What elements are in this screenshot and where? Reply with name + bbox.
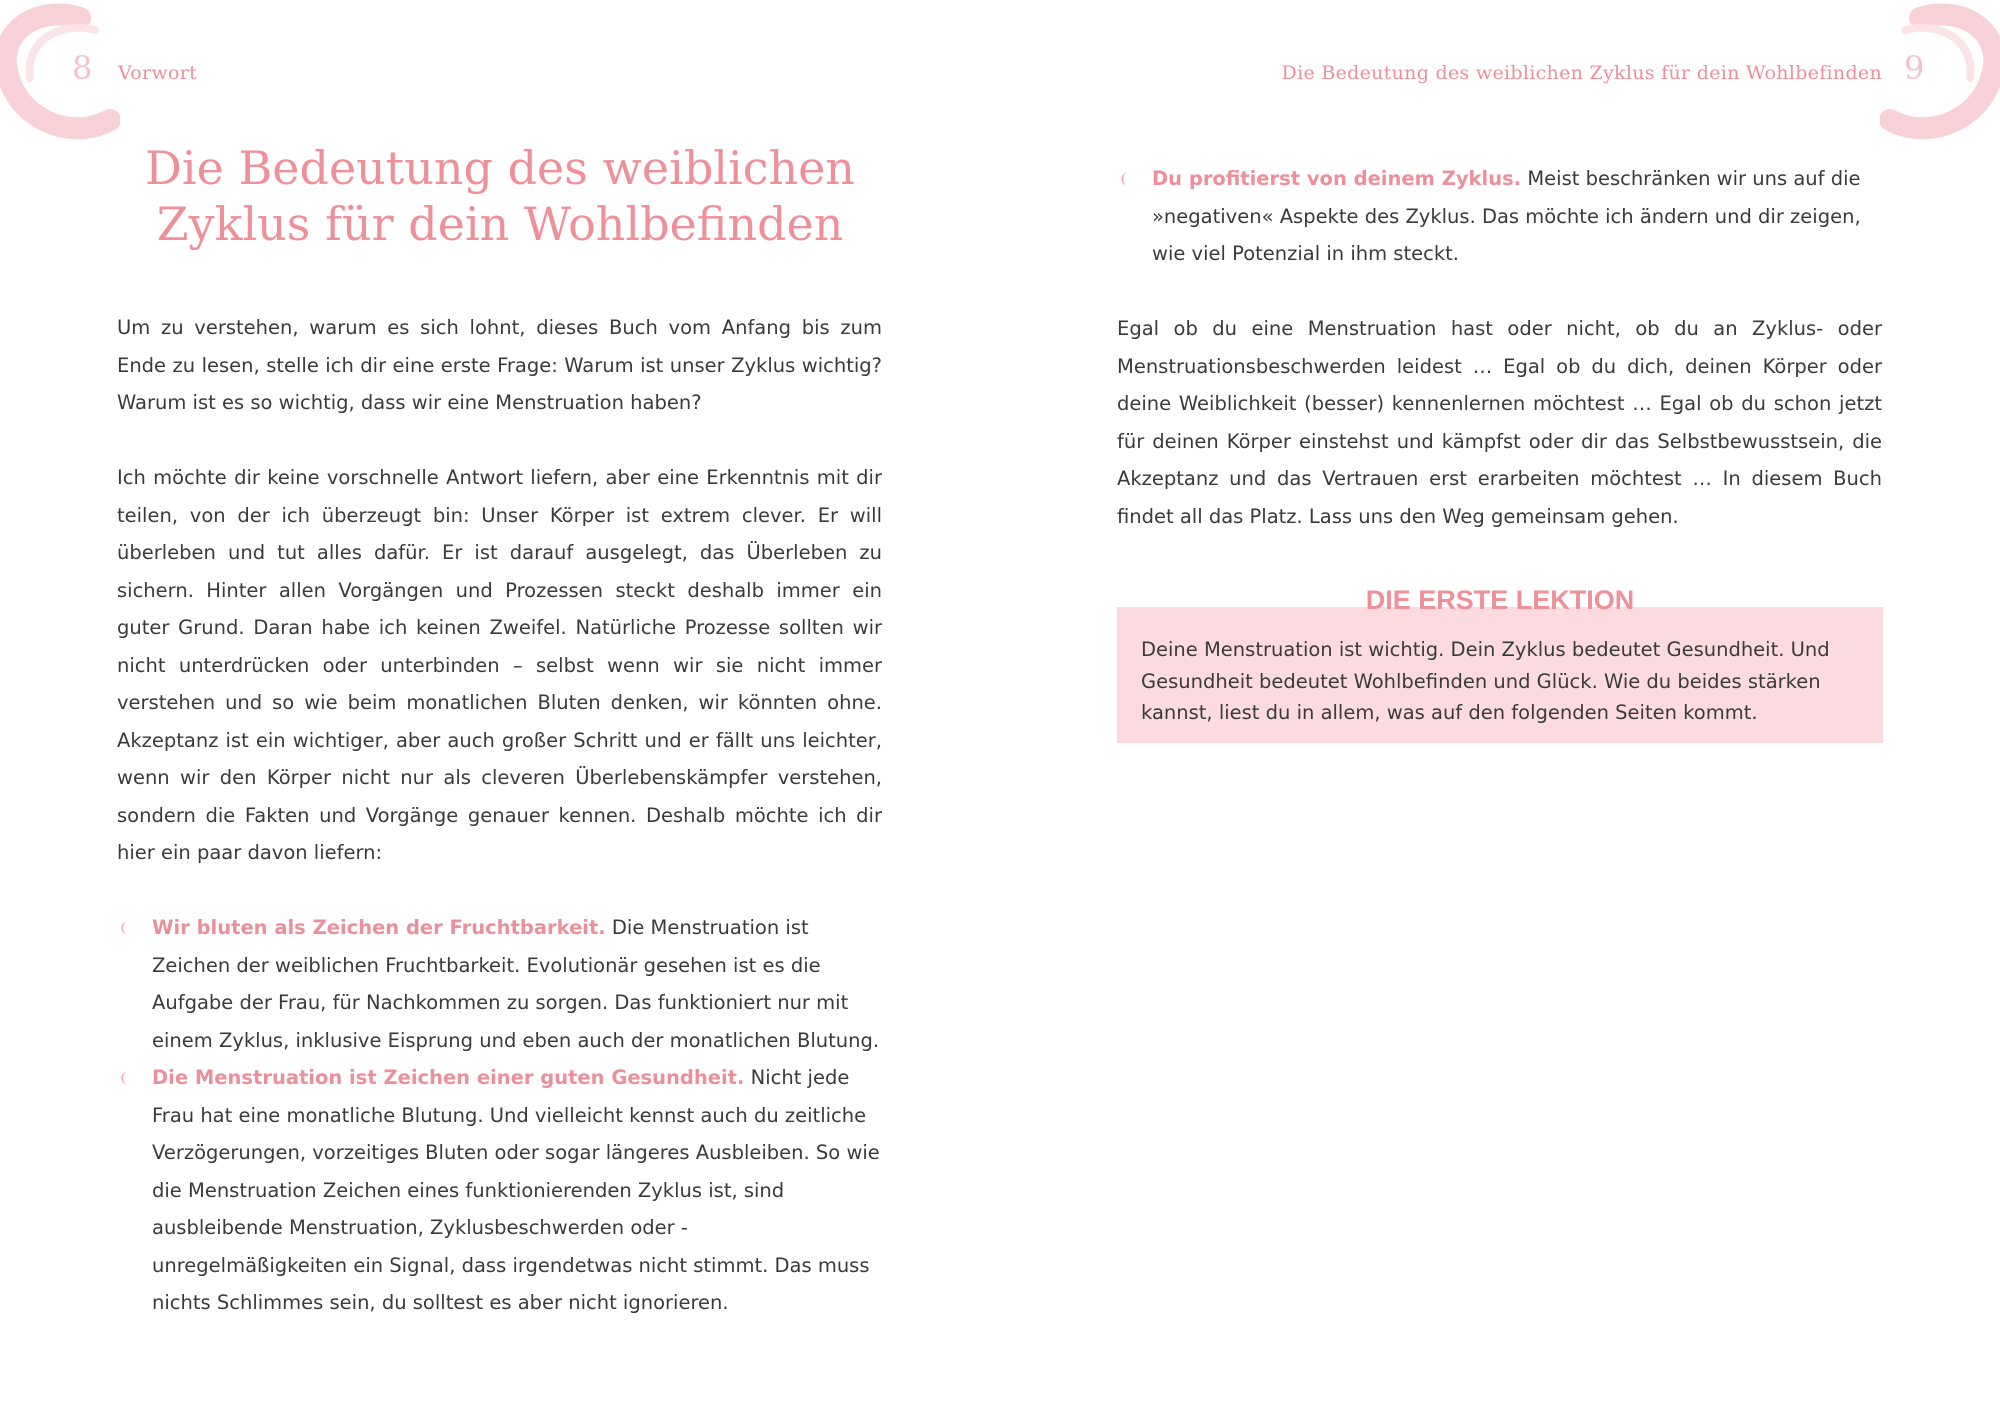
page-number: 8 <box>72 49 93 87</box>
lesson-box <box>1117 585 1883 743</box>
left-body <box>117 309 882 1322</box>
crescent-moon-icon <box>117 920 133 936</box>
right-body <box>1117 160 1882 535</box>
chapter-title-line-2: Zyklus für dein Wohlbefinden <box>156 197 844 251</box>
list-item <box>117 1059 882 1322</box>
list-item-lead: Du profitierst von deinem Zyklus. <box>1152 167 1522 190</box>
right-page <box>1000 0 2000 1411</box>
chapter-title <box>110 140 890 252</box>
list-item-lead: Wir bluten als Zeichen der Fruchtbarkeit. <box>152 916 606 939</box>
list-item-lead: Die Menstruation ist Zeichen einer guten Gesundheit. <box>152 1066 745 1089</box>
crescent-moon-icon <box>1117 171 1133 187</box>
lesson-text: Deine Menstruation ist wichtig. Dein Zyklus bedeutet Gesundheit. Und Gesundheit bedeutet Wohlbefinden und Glück. Wie du beides stärken kannst, liest du in allem, was auf den folgenden Seiten kommt. <box>1141 638 1830 724</box>
page-number: 9 <box>1904 49 1925 87</box>
list-item-text: Meist beschränken wir uns auf die »negativen« Aspekte des Zyklus. Das möchte ich ändern und dir zeigen, wie viel Potenzial in ihm steckt. <box>1152 167 1861 265</box>
list-item <box>117 909 882 1059</box>
intro-paragraph: Um zu verstehen, warum es sich lohnt, dieses Buch vom Anfang bis zum Ende zu lesen, stelle ich dir eine erste Frage: Warum ist unser Zyklus wichtig? Warum ist es so wichtig, dass wir eine Menstruation haben? <box>117 316 882 414</box>
list-item-text: Die Menstruation ist Zeichen der weiblichen Fruchtbarkeit. Evolutionär gesehen ist es die Aufgabe der Frau, für Nachkommen zu sorgen. Das funktioniert nur mit einem Zyklus, inklusive Eisprung und eben auch der monatlichen Blutung. <box>152 916 880 1052</box>
corner-ring-decoration <box>0 0 120 150</box>
chapter-title-line-1: Die Bedeutung des weiblichen <box>145 141 855 195</box>
list-item-text: Nicht jede Frau hat eine monatliche Blutung. Und vielleicht kennst auch du zeitliche Verzögerungen, vorzeitiges Bluten oder sogar längeres Ausbleiben. So wie die Menstruation Zeichen eines funktionierenden Zyklus ist, sind ausbleibende Menstruation, Zyklusbeschwerden oder -unregelmäßigkeiten ein Signal, dass irgendetwas nicht stimmt. Das muss nichts Schlimmes sein, du solltest es aber nicht ignorieren. <box>152 1066 880 1314</box>
reasons-list <box>117 909 882 1322</box>
running-head: Die Bedeutung des weiblichen Zyklus für dein Wohlbefinden <box>1281 62 1882 84</box>
lesson-heading: DIE ERSTE LEKTION <box>1365 585 1635 615</box>
running-head: Vorwort <box>118 62 198 84</box>
crescent-moon-icon <box>117 1070 133 1086</box>
body-paragraph: Ich möchte dir keine vorschnelle Antwort liefern, aber eine Erkenntnis mit dir teilen, von der ich überzeugt bin: Unser Körper ist extrem clever. Er will überleben und tut alles dafür. Er ist darauf ausgelegt, das Überleben zu sichern. Hinter allen Vorgängen und Prozessen steckt deshalb immer ein guter Grund. Daran habe ich keinen Zweifel. Natürliche Prozesse sollten wir nicht unterdrücken oder unterbinden – selbst wenn wir sie nicht immer verstehen und so wie beim monatlichen Bluten denken, wir könnten ohne. Akzeptanz ist ein wichtiger, aber auch großer Schritt und er fällt uns leichter, wenn wir den Körper nicht nur als cleveren Überlebenskämpfer verstehen, sondern die Fakten und Vorgänge genauer kennen. Deshalb möchte ich dir hier ein paar davon liefern: <box>117 466 882 864</box>
reasons-list-continued <box>1117 160 1882 273</box>
list-item <box>1117 160 1882 273</box>
corner-ring-decoration <box>1880 0 2000 150</box>
body-paragraph: Egal ob du eine Menstruation hast oder nicht, ob du an Zyklus- oder Menstruationsbeschwerden leidest … Egal ob du dich, deinen Körper oder deine Weiblichkeit (besser) kennenlernen möchtest … Egal ob du schon jetzt für deinen Körper einstehst und kämpfst oder dir das Selbstbewusstsein, die Akzeptanz und das Vertrauen erst erarbeiten möchtest … In diesem Buch findet all das Platz. Lass uns den Weg gemeinsam gehen. <box>1117 317 1882 528</box>
